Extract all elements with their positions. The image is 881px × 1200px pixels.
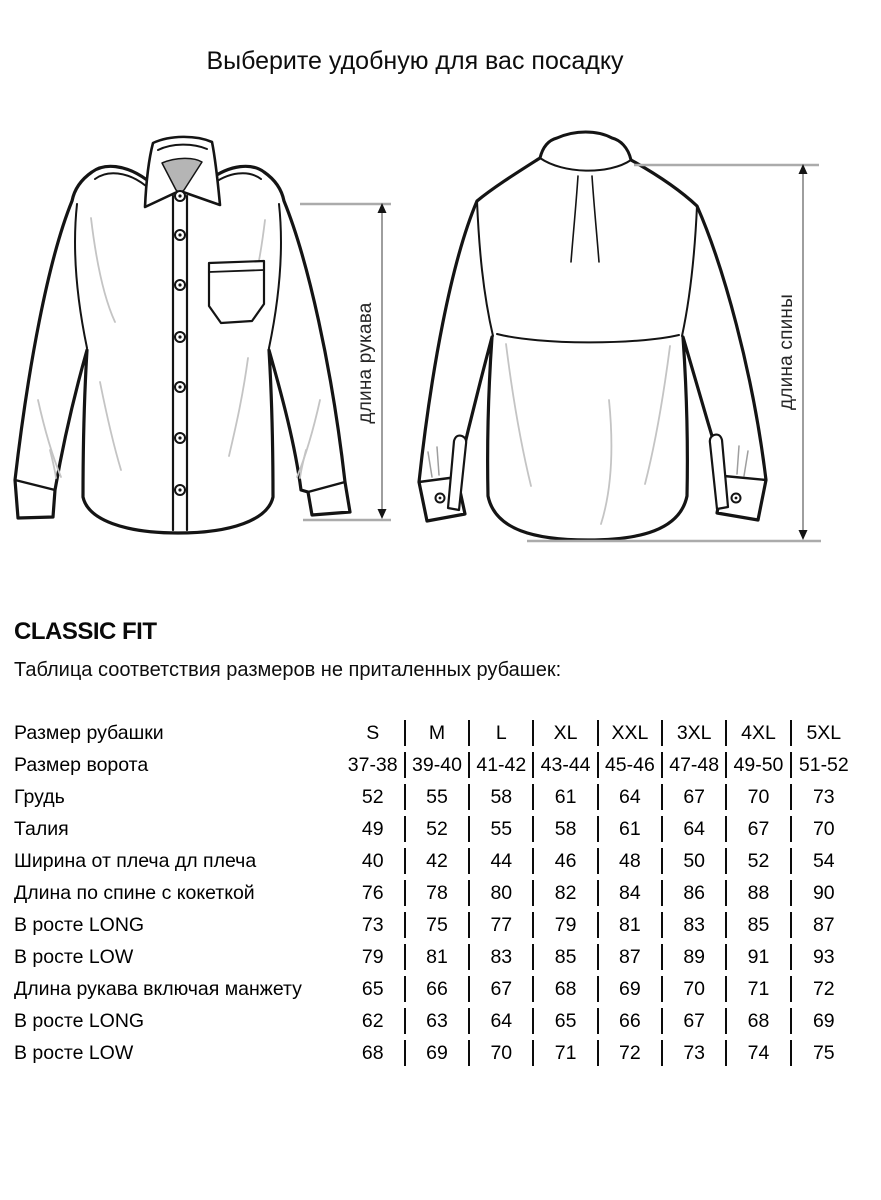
size-value-cell: 76 bbox=[342, 880, 406, 906]
size-value-cell: 44 bbox=[470, 848, 534, 874]
size-value-cell: 55 bbox=[406, 784, 470, 810]
row-label: Длина рукава включая манжету bbox=[14, 978, 302, 1000]
size-value-cell: 69 bbox=[812, 1010, 835, 1032]
shirt-diagrams bbox=[0, 100, 881, 570]
table-row bbox=[14, 816, 856, 842]
size-table bbox=[14, 714, 856, 1072]
size-value-cell: 90 bbox=[812, 882, 835, 904]
size-value-cell: 81 bbox=[599, 912, 663, 938]
row-label: В росте LONG bbox=[14, 914, 145, 936]
size-value-cell: 70 bbox=[663, 976, 727, 1002]
table-row bbox=[14, 752, 856, 778]
back-collar bbox=[540, 132, 631, 171]
table-row bbox=[14, 880, 856, 906]
size-value-cell: 58 bbox=[470, 784, 534, 810]
size-value-cell: 49-50 bbox=[727, 752, 791, 778]
row-label: В росте LOW bbox=[14, 946, 134, 968]
size-value-cell: 67 bbox=[727, 816, 791, 842]
size-value-cell: 77 bbox=[470, 912, 534, 938]
size-value-cell: 70 bbox=[812, 818, 835, 840]
size-value-cell: 55 bbox=[470, 816, 534, 842]
size-value-cell: 67 bbox=[663, 1008, 727, 1034]
size-value-cell: 70 bbox=[727, 784, 791, 810]
row-label: Длина по спине с кокеткой bbox=[14, 882, 255, 904]
size-value-cell: 85 bbox=[727, 912, 791, 938]
size-value-cell: 88 bbox=[727, 880, 791, 906]
size-value-cell: 83 bbox=[470, 944, 534, 970]
row-label: В росте LONG bbox=[14, 1010, 145, 1032]
size-value-cell: 65 bbox=[534, 1008, 598, 1034]
size-value-cell: 91 bbox=[727, 944, 791, 970]
size-value-cell: 64 bbox=[663, 816, 727, 842]
size-value-cell: 80 bbox=[470, 880, 534, 906]
size-value-cell: 46 bbox=[534, 848, 598, 874]
table-row bbox=[14, 1040, 856, 1066]
size-value-cell: 84 bbox=[599, 880, 663, 906]
table-row bbox=[14, 1008, 856, 1034]
size-value-cell: 66 bbox=[599, 1008, 663, 1034]
size-value-cell: 40 bbox=[342, 848, 406, 874]
size-value-cell: 73 bbox=[663, 1040, 727, 1066]
size-value-cell: 75 bbox=[406, 912, 470, 938]
size-value-cell: 65 bbox=[342, 976, 406, 1002]
table-row bbox=[14, 944, 856, 970]
table-caption: Таблица соответствия размеров не приталенных рубашек: bbox=[14, 659, 562, 681]
fit-heading: CLASSIC FIT bbox=[14, 618, 157, 645]
size-value-cell: 50 bbox=[663, 848, 727, 874]
size-value-cell: 81 bbox=[406, 944, 470, 970]
size-value-cell: 45-46 bbox=[599, 752, 663, 778]
size-value-cell: 63 bbox=[406, 1008, 470, 1034]
sleeve-length-label: длина рукава bbox=[355, 302, 376, 424]
table-row bbox=[14, 720, 856, 746]
shirt-back-drawing bbox=[419, 132, 766, 540]
size-value-cell: 75 bbox=[812, 1042, 835, 1064]
table-row bbox=[14, 976, 856, 1002]
size-value-cell: 62 bbox=[342, 1008, 406, 1034]
size-table-body bbox=[14, 720, 856, 1066]
size-value-cell: 72 bbox=[812, 978, 835, 1000]
size-value-cell: 74 bbox=[727, 1040, 791, 1066]
size-value-cell: 79 bbox=[342, 944, 406, 970]
table-row bbox=[14, 912, 856, 938]
size-value-cell: 52 bbox=[342, 784, 406, 810]
size-value-cell: 64 bbox=[470, 1008, 534, 1034]
size-value-cell: 71 bbox=[534, 1040, 598, 1066]
size-value-cell: 93 bbox=[812, 946, 835, 968]
size-value-cell: 43-44 bbox=[534, 752, 598, 778]
size-value-cell: 73 bbox=[342, 912, 406, 938]
size-value-cell: 3XL bbox=[663, 720, 727, 746]
size-value-cell: 48 bbox=[599, 848, 663, 874]
size-value-cell: 69 bbox=[406, 1040, 470, 1066]
size-value-cell: 58 bbox=[534, 816, 598, 842]
size-value-cell: 39-40 bbox=[406, 752, 470, 778]
row-label: Талия bbox=[14, 818, 69, 840]
size-value-cell: 49 bbox=[342, 816, 406, 842]
size-value-cell: 71 bbox=[727, 976, 791, 1002]
shirt-front-drawing bbox=[15, 137, 350, 533]
size-value-cell: 42 bbox=[406, 848, 470, 874]
row-label: Грудь bbox=[14, 786, 65, 808]
size-value-cell: 72 bbox=[599, 1040, 663, 1066]
size-value-cell: XL bbox=[534, 720, 598, 746]
size-value-cell: 67 bbox=[470, 976, 534, 1002]
size-value-cell: 86 bbox=[663, 880, 727, 906]
size-value-cell: 61 bbox=[599, 816, 663, 842]
size-value-cell: 82 bbox=[534, 880, 598, 906]
size-value-cell: 54 bbox=[812, 850, 835, 872]
row-label: Ширина от плеча дл плеча bbox=[14, 850, 257, 872]
size-value-cell: 83 bbox=[663, 912, 727, 938]
table-row bbox=[14, 784, 856, 810]
size-value-cell: 68 bbox=[534, 976, 598, 1002]
size-value-cell: 87 bbox=[599, 944, 663, 970]
size-value-cell: 52 bbox=[727, 848, 791, 874]
size-value-cell: 89 bbox=[663, 944, 727, 970]
size-value-cell: 41-42 bbox=[470, 752, 534, 778]
row-label: Размер рубашки bbox=[14, 722, 164, 744]
size-value-cell: 61 bbox=[534, 784, 598, 810]
size-value-cell: 51-52 bbox=[798, 754, 849, 776]
shirt-diagram-svg bbox=[0, 100, 881, 570]
table-row bbox=[14, 848, 856, 874]
size-value-cell: 70 bbox=[470, 1040, 534, 1066]
size-value-cell: 85 bbox=[534, 944, 598, 970]
size-value-cell: 67 bbox=[663, 784, 727, 810]
size-value-cell: 47-48 bbox=[663, 752, 727, 778]
size-value-cell: S bbox=[342, 720, 406, 746]
size-value-cell: 52 bbox=[406, 816, 470, 842]
page-title: Выберите удобную для вас посадку bbox=[206, 47, 624, 75]
size-value-cell: 78 bbox=[406, 880, 470, 906]
size-value-cell: 68 bbox=[727, 1008, 791, 1034]
size-value-cell: 66 bbox=[406, 976, 470, 1002]
row-label: Размер ворота bbox=[14, 754, 149, 776]
size-value-cell: 69 bbox=[599, 976, 663, 1002]
size-value-cell: 4XL bbox=[727, 720, 791, 746]
size-value-cell: 37-38 bbox=[342, 752, 406, 778]
size-value-cell: 87 bbox=[812, 914, 835, 936]
size-value-cell: 5XL bbox=[806, 722, 842, 744]
size-value-cell: 79 bbox=[534, 912, 598, 938]
size-value-cell: 73 bbox=[812, 786, 835, 808]
size-value-cell: XXL bbox=[599, 720, 663, 746]
size-value-cell: 68 bbox=[342, 1040, 406, 1066]
size-value-cell: L bbox=[470, 720, 534, 746]
size-value-cell: 64 bbox=[599, 784, 663, 810]
chest-pocket bbox=[209, 261, 264, 323]
row-label: В росте LOW bbox=[14, 1042, 134, 1064]
back-length-label: длина спины bbox=[776, 294, 797, 410]
size-value-cell: M bbox=[406, 720, 470, 746]
